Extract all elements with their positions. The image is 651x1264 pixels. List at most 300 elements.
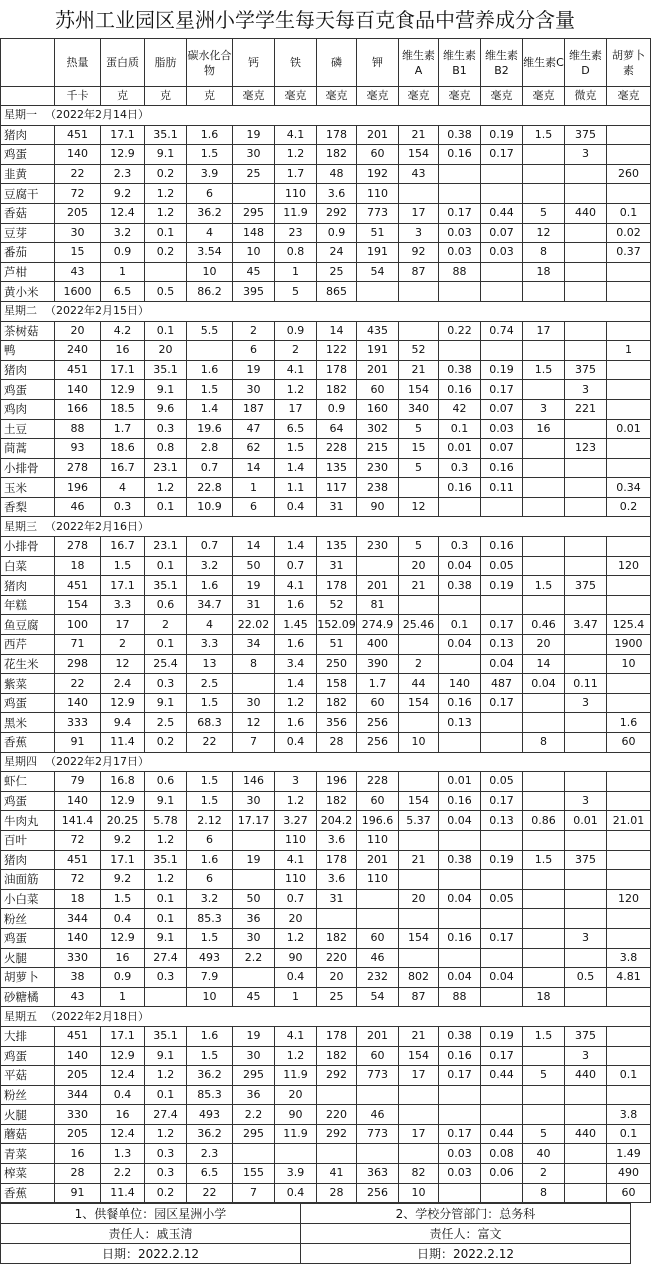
value-cell: 1.2 [145, 478, 187, 498]
value-cell: 50 [233, 889, 275, 909]
value-cell: 0.19 [481, 850, 523, 870]
value-cell: 2.4 [101, 674, 145, 694]
food-name: 鸡蛋 [1, 145, 55, 165]
value-cell [439, 184, 481, 204]
value-cell: 2.3 [101, 164, 145, 184]
value-cell: 3.2 [187, 556, 233, 576]
value-cell: 16.7 [101, 458, 145, 478]
value-cell: 238 [357, 478, 399, 498]
unit-cell: 毫克 [481, 87, 523, 106]
value-cell: 204.2 [317, 811, 357, 831]
value-cell: 5 [399, 537, 439, 557]
value-cell: 9.2 [101, 870, 145, 890]
value-cell [565, 733, 607, 753]
value-cell: 302 [357, 419, 399, 439]
value-cell [399, 595, 439, 615]
value-cell: 20 [275, 1085, 317, 1105]
value-cell: 2 [101, 635, 145, 655]
day-date: （2022年2月18日） [45, 1009, 149, 1023]
value-cell: 205 [55, 1124, 101, 1144]
value-cell: 25 [317, 262, 357, 282]
value-cell [565, 830, 607, 850]
value-cell: 16 [55, 1144, 101, 1164]
value-cell: 363 [357, 1164, 399, 1184]
value-cell [607, 262, 651, 282]
value-cell: 79 [55, 772, 101, 792]
value-cell [607, 1046, 651, 1066]
food-name: 火腿 [1, 1105, 55, 1125]
value-cell [607, 830, 651, 850]
value-cell: 0.03 [439, 243, 481, 263]
day-label: 星期一 [4, 108, 37, 122]
value-cell: 41 [317, 1164, 357, 1184]
value-cell: 0.38 [439, 360, 481, 380]
value-cell: 1.2 [275, 928, 317, 948]
value-cell: 9.1 [145, 791, 187, 811]
value-cell: 375 [565, 850, 607, 870]
food-name: 百叶 [1, 830, 55, 850]
value-cell: 0.7 [275, 889, 317, 909]
value-cell: 3 [399, 223, 439, 243]
value-cell [607, 576, 651, 596]
value-cell: 110 [357, 870, 399, 890]
value-cell: 64 [317, 419, 357, 439]
food-name: 鱼豆腐 [1, 615, 55, 635]
unit-cell: 克 [101, 87, 145, 106]
value-cell: 4 [187, 615, 233, 635]
value-cell: 0.04 [439, 968, 481, 988]
value-cell: 0.19 [481, 360, 523, 380]
value-cell [481, 1085, 523, 1105]
value-cell: 5 [399, 458, 439, 478]
value-cell: 4.1 [275, 360, 317, 380]
value-cell: 0.16 [439, 380, 481, 400]
value-cell [439, 164, 481, 184]
day-header [1, 301, 651, 321]
value-cell: 22 [55, 164, 101, 184]
value-cell [565, 458, 607, 478]
value-cell: 390 [357, 654, 399, 674]
value-cell: 0.38 [439, 125, 481, 145]
value-cell [399, 1105, 439, 1125]
day-header-row [1, 517, 651, 537]
value-cell: 19 [233, 125, 275, 145]
food-row [1, 537, 651, 557]
value-cell [481, 733, 523, 753]
value-cell: 1.4 [275, 537, 317, 557]
value-cell: 135 [317, 537, 357, 557]
value-cell: 0.1 [607, 203, 651, 223]
value-cell: 35.1 [145, 125, 187, 145]
value-cell [565, 497, 607, 517]
value-cell [523, 928, 565, 948]
value-cell [481, 713, 523, 733]
value-cell: 1.2 [275, 791, 317, 811]
value-cell [565, 595, 607, 615]
value-cell: 201 [357, 576, 399, 596]
value-cell [481, 948, 523, 968]
value-cell [565, 282, 607, 302]
food-row [1, 791, 651, 811]
value-cell: 0.16 [439, 928, 481, 948]
value-cell: 0.16 [439, 1046, 481, 1066]
value-cell: 178 [317, 360, 357, 380]
food-name: 大排 [1, 1026, 55, 1046]
value-cell: 141.4 [55, 811, 101, 831]
value-cell: 201 [357, 125, 399, 145]
value-cell: 1.2 [145, 870, 187, 890]
value-cell: 2.2 [233, 948, 275, 968]
value-cell [439, 909, 481, 929]
value-cell: 0.1 [145, 497, 187, 517]
value-cell: 8 [523, 1183, 565, 1203]
value-cell: 0.7 [275, 556, 317, 576]
value-cell: 1.5 [523, 125, 565, 145]
food-row [1, 439, 651, 459]
day-header-row [1, 301, 651, 321]
value-cell: 6.5 [187, 1164, 233, 1184]
value-cell: 395 [233, 282, 275, 302]
value-cell: 0.1 [607, 1066, 651, 1086]
value-cell [607, 380, 651, 400]
value-cell: 0.17 [481, 1046, 523, 1066]
value-cell: 22.02 [233, 615, 275, 635]
value-cell: 0.04 [439, 889, 481, 909]
food-row [1, 1026, 651, 1046]
food-name: 平菇 [1, 1066, 55, 1086]
value-cell [607, 674, 651, 694]
value-cell: 260 [607, 164, 651, 184]
value-cell: 27.4 [145, 1105, 187, 1125]
value-cell: 0.17 [481, 693, 523, 713]
value-cell: 9.2 [101, 830, 145, 850]
value-cell: 0.13 [481, 635, 523, 655]
value-cell: 375 [565, 360, 607, 380]
value-cell: 1.2 [275, 1046, 317, 1066]
value-cell: 0.44 [481, 203, 523, 223]
value-cell: 1.5 [187, 1046, 233, 1066]
value-cell: 17 [399, 1066, 439, 1086]
units-blank [1, 87, 55, 106]
value-cell [607, 595, 651, 615]
food-name: 韭黄 [1, 164, 55, 184]
value-cell: 773 [357, 203, 399, 223]
value-cell: 25.4 [145, 654, 187, 674]
value-cell: 1.7 [101, 419, 145, 439]
value-cell [317, 1144, 357, 1164]
value-cell: 0.03 [439, 1164, 481, 1184]
value-cell: 18.5 [101, 399, 145, 419]
value-cell: 9.4 [101, 713, 145, 733]
value-cell: 35.1 [145, 850, 187, 870]
value-cell: 1.5 [187, 772, 233, 792]
value-cell: 19 [233, 576, 275, 596]
value-cell: 24 [317, 243, 357, 263]
value-cell [523, 948, 565, 968]
value-cell [357, 556, 399, 576]
food-name: 小排骨 [1, 458, 55, 478]
value-cell: 0.2 [145, 733, 187, 753]
food-name: 豆腐干 [1, 184, 55, 204]
value-cell: 10 [233, 243, 275, 263]
value-cell: 100 [55, 615, 101, 635]
food-row [1, 713, 651, 733]
value-cell: 2.8 [187, 439, 233, 459]
value-cell: 0.1 [145, 909, 187, 929]
value-cell: 1.6 [187, 1026, 233, 1046]
value-cell [565, 635, 607, 655]
value-cell [317, 909, 357, 929]
food-name: 香梨 [1, 497, 55, 517]
value-cell [439, 595, 481, 615]
value-cell: 0.7 [187, 458, 233, 478]
food-name: 茶树菇 [1, 321, 55, 341]
unit-cell: 克 [187, 87, 233, 106]
food-row [1, 223, 651, 243]
value-cell: 120 [607, 556, 651, 576]
value-cell: 9.1 [145, 145, 187, 165]
value-cell: 45 [233, 262, 275, 282]
value-cell [523, 458, 565, 478]
nutrition-table [0, 38, 651, 1203]
value-cell: 0.2 [607, 497, 651, 517]
value-cell: 16 [101, 1105, 145, 1125]
value-cell: 43 [55, 262, 101, 282]
value-cell: 1.6 [275, 713, 317, 733]
food-row [1, 1164, 651, 1184]
value-cell [481, 830, 523, 850]
value-cell [481, 341, 523, 361]
value-cell: 0.9 [317, 223, 357, 243]
value-cell [565, 1144, 607, 1164]
value-cell [565, 870, 607, 890]
value-cell: 1.5 [523, 576, 565, 596]
value-cell: 1.6 [275, 595, 317, 615]
value-cell: 12.9 [101, 791, 145, 811]
value-cell: 333 [55, 713, 101, 733]
value-cell [233, 968, 275, 988]
value-cell: 0.17 [481, 615, 523, 635]
food-row [1, 497, 651, 517]
value-cell [145, 987, 187, 1007]
value-cell: 451 [55, 1026, 101, 1046]
value-cell: 1.7 [275, 164, 317, 184]
value-cell [439, 733, 481, 753]
value-cell [607, 125, 651, 145]
value-cell: 1.5 [275, 439, 317, 459]
value-cell: 154 [399, 693, 439, 713]
food-name: 香菇 [1, 203, 55, 223]
footer-table [0, 1203, 631, 1264]
value-cell: 4.1 [275, 125, 317, 145]
value-cell [523, 145, 565, 165]
value-cell: 4.1 [275, 850, 317, 870]
value-cell: 0.06 [481, 1164, 523, 1184]
food-row [1, 1046, 651, 1066]
value-cell [439, 1183, 481, 1203]
value-cell: 0.3 [439, 458, 481, 478]
value-cell: 28 [317, 1183, 357, 1203]
value-cell: 16 [101, 341, 145, 361]
value-cell: 256 [357, 713, 399, 733]
value-cell: 0.17 [481, 380, 523, 400]
value-cell: 60 [357, 380, 399, 400]
column-header: 钙 [233, 39, 275, 87]
value-cell [607, 693, 651, 713]
value-cell [439, 830, 481, 850]
food-name: 花生米 [1, 654, 55, 674]
value-cell [607, 870, 651, 890]
column-header: 胡萝卜素 [607, 39, 651, 87]
value-cell: 278 [55, 458, 101, 478]
value-cell [523, 889, 565, 909]
value-cell: 0.4 [275, 968, 317, 988]
value-cell: 11.4 [101, 1183, 145, 1203]
value-cell: 201 [357, 1026, 399, 1046]
value-cell: 0.7 [187, 537, 233, 557]
value-cell: 1 [275, 987, 317, 1007]
value-cell: 12.9 [101, 145, 145, 165]
value-cell [523, 184, 565, 204]
value-cell [565, 1183, 607, 1203]
value-cell [481, 870, 523, 890]
value-cell: 5 [523, 1124, 565, 1144]
value-cell: 36 [233, 1085, 275, 1105]
value-cell: 14 [317, 321, 357, 341]
value-cell: 14 [233, 458, 275, 478]
value-cell: 90 [275, 1105, 317, 1125]
value-cell: 2.2 [101, 1164, 145, 1184]
food-row [1, 595, 651, 615]
value-cell [399, 909, 439, 929]
value-cell: 4.1 [275, 576, 317, 596]
food-row [1, 458, 651, 478]
value-cell: 1.4 [275, 674, 317, 694]
value-cell: 295 [233, 203, 275, 223]
value-cell: 123 [565, 439, 607, 459]
value-cell: 0.1 [607, 1124, 651, 1144]
value-cell: 1.2 [145, 203, 187, 223]
value-cell [607, 360, 651, 380]
value-cell [523, 791, 565, 811]
unit-cell: 毫克 [275, 87, 317, 106]
food-name: 玉米 [1, 478, 55, 498]
value-cell: 400 [357, 635, 399, 655]
value-cell: 1900 [607, 635, 651, 655]
value-cell [523, 693, 565, 713]
food-row [1, 478, 651, 498]
value-cell: 0.03 [439, 223, 481, 243]
value-cell: 1.5 [523, 1026, 565, 1046]
value-cell: 23.1 [145, 458, 187, 478]
header-food [1, 39, 55, 87]
value-cell: 30 [55, 223, 101, 243]
value-cell: 140 [55, 145, 101, 165]
date-right: 日期：2022.2.12 [301, 1244, 631, 1264]
food-name: 砂糖橘 [1, 987, 55, 1007]
value-cell: 178 [317, 1026, 357, 1046]
value-cell: 0.22 [439, 321, 481, 341]
value-cell: 93 [55, 439, 101, 459]
value-cell: 3.3 [101, 595, 145, 615]
value-cell: 92 [399, 243, 439, 263]
value-cell [607, 439, 651, 459]
value-cell: 0.17 [481, 791, 523, 811]
value-cell: 90 [357, 497, 399, 517]
food-name: 鸡蛋 [1, 693, 55, 713]
value-cell: 1.2 [275, 693, 317, 713]
value-cell: 19 [233, 1026, 275, 1046]
unit-cell: 毫克 [399, 87, 439, 106]
value-cell [439, 341, 481, 361]
value-cell: 21 [399, 850, 439, 870]
value-cell [523, 556, 565, 576]
value-cell: 20 [55, 321, 101, 341]
value-cell: 3.27 [275, 811, 317, 831]
value-cell: 3.3 [187, 635, 233, 655]
food-name: 鸭 [1, 341, 55, 361]
value-cell: 81 [357, 595, 399, 615]
value-cell: 2.5 [187, 674, 233, 694]
food-name: 鸡肉 [1, 399, 55, 419]
food-row [1, 360, 651, 380]
value-cell [399, 321, 439, 341]
value-cell: 3.2 [187, 889, 233, 909]
value-cell: 21.01 [607, 811, 651, 831]
value-cell: 451 [55, 125, 101, 145]
value-cell: 46 [357, 948, 399, 968]
value-cell: 154 [399, 145, 439, 165]
value-cell [439, 1085, 481, 1105]
value-cell: 1 [101, 262, 145, 282]
value-cell: 6 [187, 830, 233, 850]
value-cell: 12 [233, 713, 275, 733]
value-cell [607, 321, 651, 341]
value-cell: 205 [55, 203, 101, 223]
value-cell: 68.3 [187, 713, 233, 733]
value-cell: 0.17 [481, 928, 523, 948]
value-cell: 0.01 [439, 772, 481, 792]
value-cell [607, 791, 651, 811]
value-cell: 19 [233, 360, 275, 380]
value-cell: 178 [317, 125, 357, 145]
value-cell: 60 [357, 693, 399, 713]
value-cell [523, 870, 565, 890]
value-cell [357, 1144, 399, 1164]
value-cell: 9.1 [145, 380, 187, 400]
value-cell: 1 [607, 341, 651, 361]
value-cell: 3.4 [275, 654, 317, 674]
value-cell: 0.01 [439, 439, 481, 459]
value-cell: 1.6 [187, 850, 233, 870]
value-cell: 21 [399, 1026, 439, 1046]
value-cell: 3 [275, 772, 317, 792]
column-header: 维生素A [399, 39, 439, 87]
food-row [1, 243, 651, 263]
value-cell: 344 [55, 1085, 101, 1105]
value-cell: 82 [399, 1164, 439, 1184]
value-cell: 17.1 [101, 576, 145, 596]
value-cell [233, 674, 275, 694]
value-cell: 140 [55, 791, 101, 811]
value-cell [439, 654, 481, 674]
value-cell [565, 164, 607, 184]
value-cell: 9.1 [145, 928, 187, 948]
value-cell: 154 [399, 1046, 439, 1066]
value-cell: 3.9 [275, 1164, 317, 1184]
value-cell: 5 [275, 282, 317, 302]
value-cell: 52 [399, 341, 439, 361]
